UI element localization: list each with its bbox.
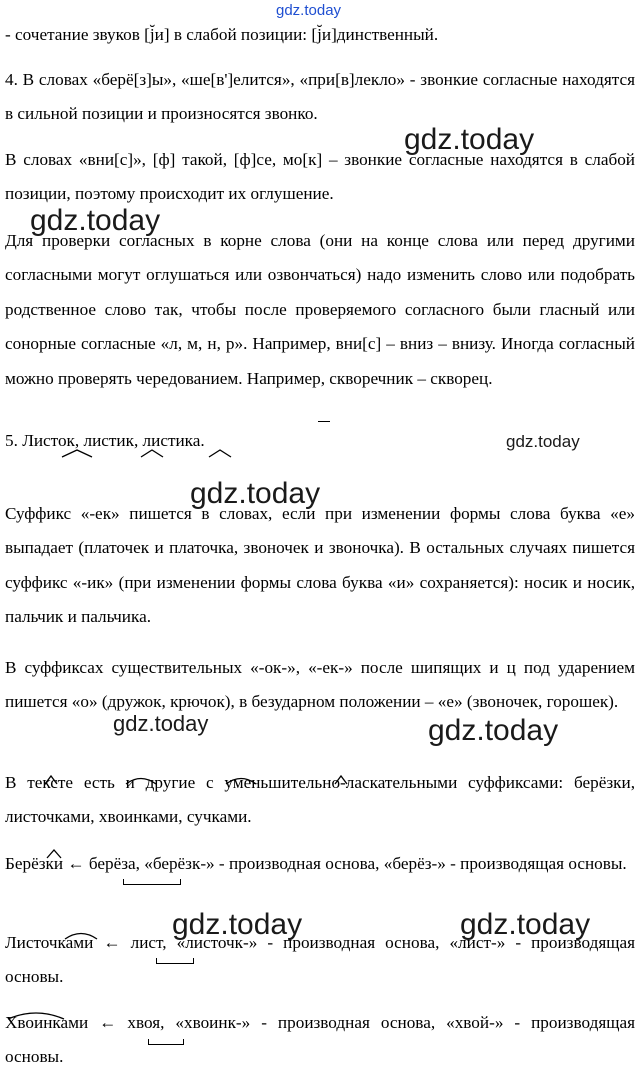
- watermark: gdz.today: [506, 432, 580, 451]
- paragraph-4: Для проверки согласных в корне слова (они на конце слова или перед другими согласными могут оглушаться или озвончаться) надо изменить слово или подобрать родственное слово так, чтобы после проверяемого согласного были гласный или сонорные согласные «л, м, н, р». Например, вни[с] – вниз – внизу. Иногда согласный можно проверять чередованием. Например, скворечник – скворец.: [5, 231, 635, 388]
- watermark: gdz.today: [460, 908, 591, 941]
- paragraph-9: Берёзки ← берёза, «берёзк-» - производная основа, «берёз-» - производящая основы.: [5, 854, 627, 873]
- suffix-arc-mark: [6, 1009, 66, 1021]
- root-bracket-mark: [148, 1039, 184, 1045]
- paragraph-11: Хвоинками ← хвоя, «хвоинк-» - производная основа, «хвой-» - производящая основы.: [5, 1013, 635, 1067]
- paragraph-10: Листочками ← лист, «листочк-» - производная основа, «лист-» - производящая основы.: [5, 933, 635, 987]
- suffix-arc-mark: [224, 774, 258, 786]
- root-bracket-mark: [123, 879, 181, 885]
- watermark: gdz.today: [428, 714, 559, 747]
- suffix-arc-mark: [207, 448, 233, 458]
- watermark: gdz.today: [172, 908, 303, 941]
- suffix-arc-mark: [45, 848, 63, 860]
- suffix-arc-mark: [63, 929, 99, 941]
- suffix-arc-mark: [43, 774, 59, 786]
- paragraph-6: Суффикс «-ек» пишется в словах, если при изменении формы слова буква «е» выпадает (платочек и платочка, звоночек и звоночка). В остальных случаях пишется суффикс «-ик» (при изменении формы слова буква «и» сохраняется): носик и носик, пальчик и пальчика.: [5, 504, 635, 627]
- watermark-top: gdz.today: [276, 2, 342, 19]
- paragraph-5: 5. Листок, листик, листика.: [5, 431, 205, 450]
- root-bracket-mark: [156, 958, 194, 964]
- paragraph-7: В суффиксах существительных «-ок-», «-ек-» после шипящих и ц под ударением пишется «о» (дружок, крючок), в безударном положении – «е» (звоночек, горошек).: [5, 658, 635, 712]
- watermark: gdz.today: [404, 123, 535, 156]
- suffix-arc-mark: [60, 448, 94, 458]
- suffix-arc-mark: [139, 448, 165, 458]
- paragraph-2: 4. В словах «берё[з]ы», «ше[в']елится», «при[в]лекло» - звонкие согласные находятся в сильной позиции и произносятся звонко.: [5, 70, 635, 124]
- watermark: gdz.today: [30, 204, 161, 237]
- suffix-arc-mark: [333, 774, 349, 786]
- watermark: gdz.today: [113, 711, 209, 736]
- paragraph-1: - сочетание звуков [j̆и] в слабой позиции: [j̆и]динственный.: [5, 25, 439, 44]
- watermark: gdz.today: [190, 477, 321, 510]
- suffix-arc-mark: [124, 774, 158, 786]
- paragraph-3: В словах «вни[с]», [ф] такой, [ф]се, мо[к] – звонкие согласные находятся в слабой позиции, поэтому происходит их оглушение.: [5, 150, 635, 204]
- paragraph-8: В тексте есть и другие с уменьшительно-ласкательными суффиксами: берёзки, листочками, хвоинками, сучками.: [5, 773, 635, 827]
- underline-mark: [318, 421, 330, 422]
